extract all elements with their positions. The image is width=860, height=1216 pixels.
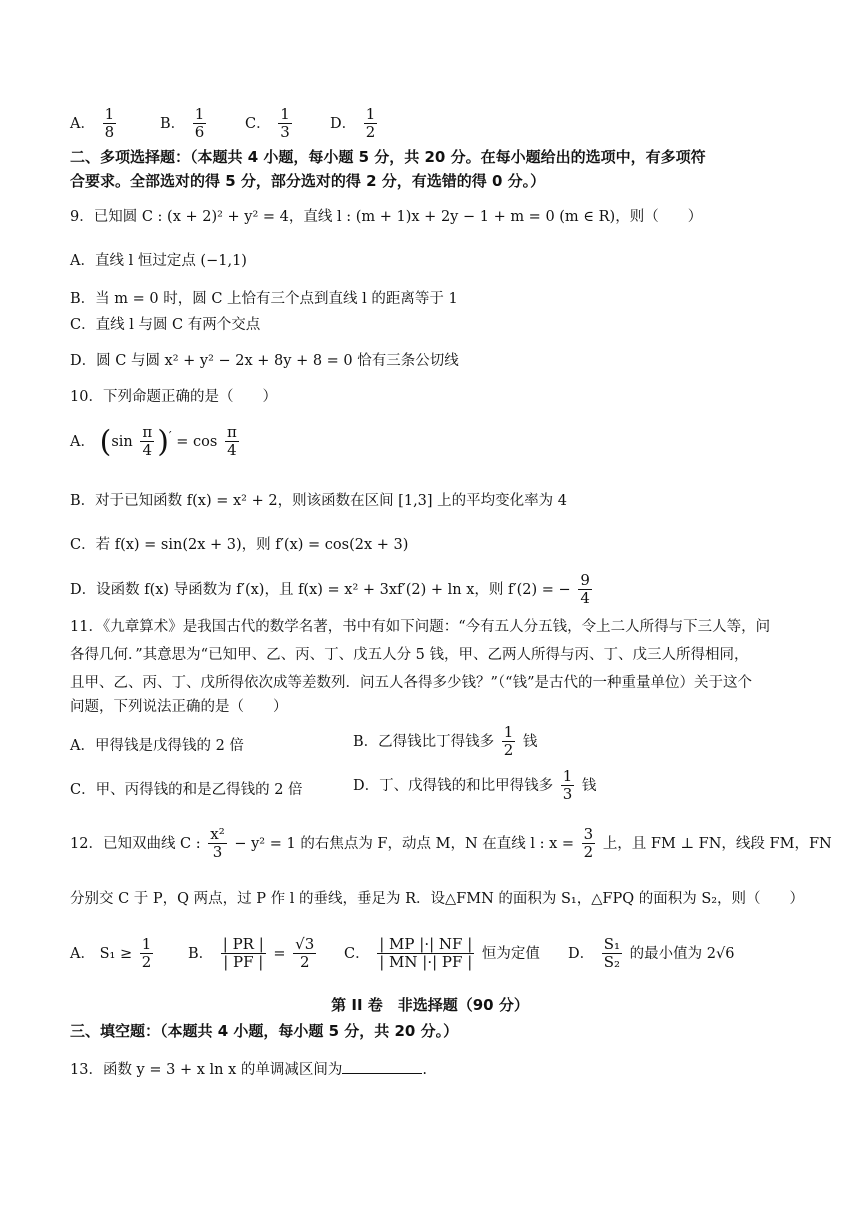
q8-option-d <box>330 106 380 142</box>
numerator: | MP |·| NF | <box>379 935 473 953</box>
q12-stem-line2: 分别交 C 于 P，Q 两点，过 P 作 l 的垂线，垂足为 R．设△FMN 的面积为 S₁，△FPQ 的面积为 S₂，则（ ） <box>70 891 805 907</box>
option-unit: 钱 <box>522 733 538 750</box>
numerator: 1 <box>365 105 376 123</box>
denominator: 4 <box>142 441 153 460</box>
numerator: S₁ <box>603 935 621 953</box>
right-paren: ) <box>157 424 169 460</box>
fraction <box>225 424 239 460</box>
numerator: 1 <box>503 723 514 741</box>
left-paren: ( <box>99 424 112 460</box>
denominator: 3 <box>562 785 573 804</box>
denominator: 2 <box>365 123 376 142</box>
option-label: C． <box>245 115 271 132</box>
option-label: C． <box>344 945 370 962</box>
denominator: | MN |·| PF | <box>379 953 473 972</box>
q11-line4: 问题，下列说法正确的是（ ） <box>70 699 288 715</box>
fraction <box>140 424 154 460</box>
option-label: B． <box>160 115 186 132</box>
q11-option-a: A．甲得钱是戊得钱的 2 倍 <box>70 738 244 754</box>
prime-mark: ′ <box>168 428 172 443</box>
denominator: 2 <box>299 953 310 972</box>
option-d-text: D．设函数 f(x) 导函数为 f′(x)，且 f(x) = x² + 3xf′(2) + ln x，则 f′(2) = − <box>70 581 571 598</box>
sin-text: sin <box>111 433 133 450</box>
equals-cos-text: = cos <box>176 433 218 450</box>
option-text: D．丁、戊得钱的和比甲得钱多 <box>353 777 554 794</box>
answer-blank[interactable] <box>342 1059 422 1074</box>
numerator: 1 <box>141 935 152 953</box>
q11-option-d <box>353 768 596 804</box>
q13-stem <box>70 1058 427 1079</box>
numerator: 1 <box>280 105 290 123</box>
q12-stem-line1 <box>70 826 832 862</box>
denominator: 4 <box>580 589 590 608</box>
fraction <box>582 826 596 862</box>
denominator: 2 <box>141 953 152 972</box>
numerator: | PR | <box>222 935 264 953</box>
q11-line3: 且甲、乙、丙、丁、戊所得依次成等差数列．问五人各得多少钱？”（“钱”是古代的一种重量单位）关于这个 <box>70 675 752 691</box>
q12-option-d <box>568 936 734 972</box>
option-label: D． <box>330 115 357 132</box>
fraction <box>578 572 592 608</box>
fraction <box>208 826 226 862</box>
q9-option-b: B．当 m = 0 时，圆 C 上恰有三个点到直线 l 的距离等于 1 <box>70 291 458 307</box>
stem-text: 12．已知双曲线 C : <box>70 835 201 852</box>
q9-option-a: A．直线 l 恒过定点 (−1,1) <box>70 253 247 269</box>
option-unit: 钱 <box>581 777 597 794</box>
q12-option-c <box>344 936 540 972</box>
denominator: 3 <box>280 123 290 142</box>
q9-stem: 9．已知圆 C : (x + 2)² + y² = 4，直线 l : (m + 1)x + 2y − 1 + m = 0 (m ∈ R)，则（ ） <box>70 209 703 225</box>
option-label: A． <box>70 945 95 962</box>
denominator: | PF | <box>223 953 264 972</box>
part2-title: 第 II 卷 非选择题（90 分） <box>331 996 529 1014</box>
option-label: A． <box>70 115 95 132</box>
denominator: 2 <box>583 843 594 862</box>
q11-line1: 11．《九章算术》是我国古代的数学名著，书中有如下问题：“今有五人分五钱，令上二人所得与下三人等，问 <box>70 619 771 635</box>
q10-option-c: C．若 f(x) = sin(2x + 3)，则 f′(x) = cos(2x + 3) <box>70 537 409 553</box>
denominator: 4 <box>227 441 237 460</box>
q11-option-c: C．甲、丙得钱的和是乙得钱的 2 倍 <box>70 782 303 798</box>
fraction <box>293 936 316 972</box>
section2-heading-line1: 二、多项选择题：（本题共 4 小题，每小题 5 分，共 20 分。在每小题给出的选项中，有多项符 <box>70 148 706 166</box>
denominator: S₂ <box>603 953 621 972</box>
q13-period: . <box>422 1062 427 1078</box>
numerator: π <box>142 423 153 441</box>
numerator: √3 <box>295 935 315 953</box>
option-label: D． <box>568 945 595 962</box>
fraction <box>377 936 474 972</box>
fraction <box>221 936 266 972</box>
fraction <box>103 106 117 142</box>
q10-stem: 10．下列命题正确的是（ ） <box>70 389 277 405</box>
option-text: 的最小值为 2√6 <box>629 945 735 962</box>
fraction <box>193 106 207 142</box>
section2-heading-line2: 合要求。全部选对的得 5 分，部分选对的得 2 分，有选错的得 0 分。） <box>70 172 546 190</box>
section3-heading: 三、填空题：（本题共 4 小题，每小题 5 分，共 20 分。） <box>70 1022 459 1040</box>
q8-option-a <box>70 106 119 142</box>
option-text: S₁ ≥ <box>99 945 133 962</box>
numerator: 3 <box>583 825 594 843</box>
fraction <box>140 936 154 972</box>
fraction <box>364 106 378 142</box>
q12-option-a <box>70 936 156 972</box>
stem-text: − y² = 1 的右焦点为 F，动点 M，N 在直线 l : x = <box>234 835 575 852</box>
denominator: 8 <box>104 123 115 142</box>
numerator: x² <box>210 825 225 843</box>
fraction <box>561 768 575 804</box>
q11-option-b <box>353 724 537 760</box>
numerator: π <box>226 423 237 441</box>
denominator: 6 <box>194 123 205 142</box>
option-text: B．乙得钱比丁得钱多 <box>353 733 495 750</box>
q13-text: 13．函数 y = 3 + x ln x 的单调减区间为 <box>70 1062 343 1078</box>
q10-option-b: B．对于已知函数 f(x) = x² + 2，则该函数在区间 [1,3] 上的平均变化率为 4 <box>70 493 567 509</box>
numerator: 9 <box>580 571 590 589</box>
equals-sign: = <box>273 945 286 962</box>
option-text: 恒为定值 <box>481 945 540 962</box>
option-label: A． <box>70 433 95 450</box>
denominator: 2 <box>503 741 514 760</box>
q8-option-b <box>160 106 209 142</box>
fraction <box>278 106 292 142</box>
fraction <box>602 936 622 972</box>
stem-text: 上，且 FM ⊥ FN，线段 FM，FN <box>602 835 832 852</box>
q9-option-c: C．直线 l 与圆 C 有两个交点 <box>70 317 261 333</box>
numerator: 1 <box>194 105 205 123</box>
q12-option-b <box>188 936 319 972</box>
q10-option-d <box>70 572 595 608</box>
q8-option-c <box>245 106 295 142</box>
option-label: B． <box>188 945 214 962</box>
numerator: 1 <box>562 767 573 785</box>
q10-option-a <box>70 424 242 460</box>
denominator: 3 <box>212 843 223 862</box>
q9-option-d: D．圆 C 与圆 x² + y² − 2x + 8y + 8 = 0 恰有三条公切线 <box>70 353 459 369</box>
q11-line2: 各得几何．”其意思为“已知甲、乙、丙、丁、戊五人分 5 钱，甲、乙两人所得与丙、丁、戊三人所得相同， <box>70 647 749 663</box>
fraction <box>502 724 516 760</box>
numerator: 1 <box>104 105 115 123</box>
